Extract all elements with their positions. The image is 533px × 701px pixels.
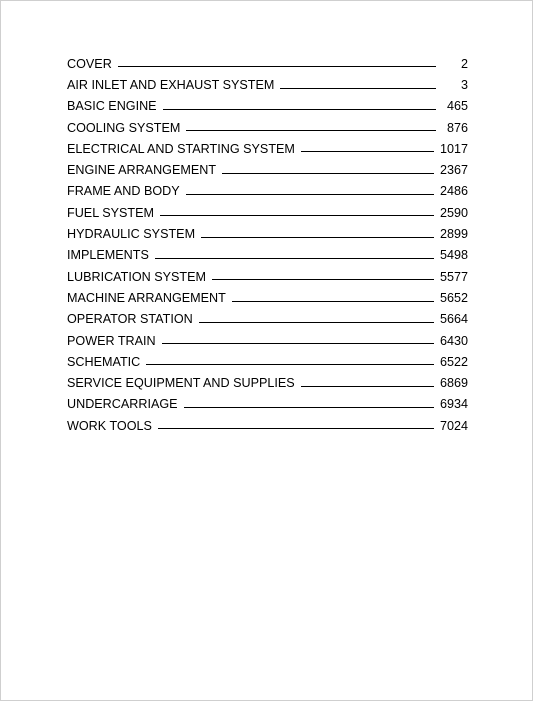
toc-leader-line: [162, 343, 434, 344]
toc-entry-page: 6869: [439, 376, 468, 391]
toc-entry-title: IMPLEMENTS: [67, 248, 149, 263]
toc-entry-cooling-system[interactable]: [67, 114, 468, 135]
toc-entry-page: 2: [460, 56, 468, 71]
toc-entry-undercarriage[interactable]: [67, 391, 468, 412]
toc-entry-work-tools[interactable]: [67, 412, 468, 433]
toc-entry-electrical-and-starting-system[interactable]: [67, 135, 468, 156]
toc-entry-title: FRAME AND BODY: [67, 184, 180, 199]
toc-entry-service-equipment-and-supplies[interactable]: [67, 369, 468, 390]
toc-entry-page: 465: [446, 99, 468, 114]
toc-entry-title: FUEL SYSTEM: [67, 205, 155, 220]
toc-entry-page: 7024: [439, 418, 468, 433]
toc-entry-page: 876: [446, 120, 468, 135]
toc-leader-line: [163, 109, 436, 110]
toc-leader-line: [201, 237, 434, 238]
toc-entry-schematic[interactable]: [67, 348, 468, 369]
toc-entry-cover[interactable]: [67, 50, 468, 71]
toc-leader-line: [199, 322, 434, 323]
toc-entry-title: WORK TOOLS: [67, 418, 152, 433]
toc-entry-page: 6934: [439, 397, 468, 412]
toc-entry-title: COOLING SYSTEM: [67, 120, 181, 135]
toc-entry-page: 2367: [439, 163, 468, 178]
toc-entry-engine-arrangement[interactable]: [67, 156, 468, 177]
toc-entry-title: ELECTRICAL AND STARTING SYSTEM: [67, 141, 295, 156]
toc-entry-implements[interactable]: [67, 242, 468, 263]
toc-leader-line: [184, 407, 434, 408]
toc-entry-title: LUBRICATION SYSTEM: [67, 269, 207, 284]
toc-entry-page: 5498: [439, 248, 468, 263]
toc-leader-line: [280, 88, 436, 89]
toc-entry-page: 5652: [439, 290, 468, 305]
toc-entry-title: COVER: [67, 56, 112, 71]
toc-entry-page: 2899: [439, 227, 468, 242]
toc-entry-title: UNDERCARRIAGE: [67, 397, 178, 412]
toc-entry-page: 6522: [439, 354, 468, 369]
toc-entry-page: 5664: [439, 312, 468, 327]
toc-leader-line: [232, 301, 434, 302]
toc-entry-title: BASIC ENGINE: [67, 99, 157, 114]
toc-entry-page: 5577: [439, 269, 468, 284]
toc-entry-lubrication-system[interactable]: [67, 263, 468, 284]
toc-leader-line: [118, 66, 436, 67]
toc-entry-title: POWER TRAIN: [67, 333, 156, 348]
toc-entry-page: 2486: [439, 184, 468, 199]
toc-entry-page: 1017: [439, 141, 468, 156]
toc-entry-title: ENGINE ARRANGEMENT: [67, 163, 217, 178]
toc-entry-operator-station[interactable]: [67, 306, 468, 327]
toc-leader-line: [160, 215, 434, 216]
toc-leader-line: [301, 151, 434, 152]
toc-entry-title: AIR INLET AND EXHAUST SYSTEM: [67, 78, 275, 92]
toc-leader-line: [155, 258, 434, 259]
table-of-contents: [67, 50, 468, 433]
toc-entry-page: 6430: [439, 333, 468, 348]
toc-entry-title: HYDRAULIC SYSTEM: [67, 227, 196, 242]
toc-entry-title: SCHEMATIC: [67, 354, 141, 369]
toc-entry-page: 3: [460, 78, 468, 92]
toc-entry-frame-and-body[interactable]: [67, 178, 468, 199]
toc-leader-line: [212, 279, 434, 280]
toc-leader-line: [146, 364, 434, 365]
toc-leader-line: [186, 130, 436, 131]
toc-entry-basic-engine[interactable]: [67, 93, 468, 114]
toc-leader-line: [301, 386, 434, 387]
toc-entry-hydraulic-system[interactable]: [67, 220, 468, 241]
toc-leader-line: [158, 428, 434, 429]
toc-entry-title: OPERATOR STATION: [67, 312, 193, 327]
toc-entry-title: SERVICE EQUIPMENT AND SUPPLIES: [67, 376, 295, 391]
toc-entry-title: MACHINE ARRANGEMENT: [67, 290, 226, 305]
toc-leader-line: [222, 173, 434, 174]
toc-entry-fuel-system[interactable]: [67, 199, 468, 220]
toc-entry-machine-arrangement[interactable]: [67, 284, 468, 305]
toc-entry-power-train[interactable]: [67, 327, 468, 348]
toc-entry-page: 2590: [439, 205, 468, 220]
toc-entry-air-inlet-and-exhaust-system[interactable]: [67, 71, 468, 92]
toc-leader-line: [186, 194, 434, 195]
